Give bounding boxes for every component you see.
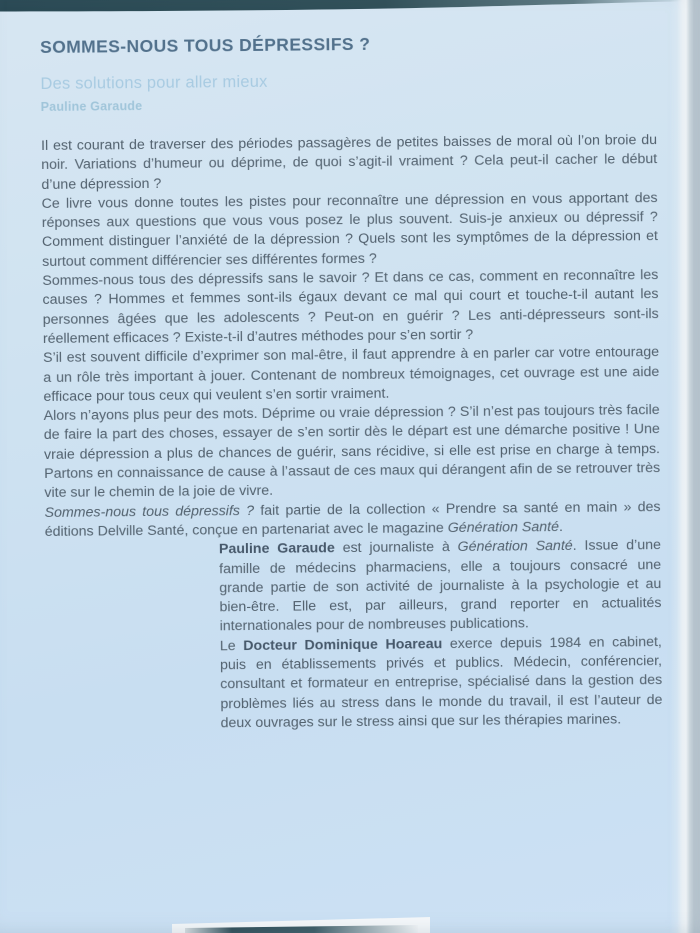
book-title-italic: Sommes-nous tous dépressifs ? [44, 502, 255, 521]
author-bios [219, 536, 663, 733]
body-paragraph: Alors n’ayons plus peur des mots. Déprime ou vraie dépression ? S’il n’est pas toujours très facile de faire la part des choses, essayer de s’en sortir dès le départ est une démarche positive ! Une vraie dépression a plus de chances de guérir, sans récidive, si elle est prise en charge à temps. Partons en connaissance de cause à l’assaut de ces maux qui dérangent afin de se retrouver très vite sur le chemin de la joie de vivre. [43, 402, 661, 502]
photo-top-edge [0, 0, 700, 16]
magazine-title-italic: Génération Santé [457, 538, 573, 556]
synopsis [41, 131, 663, 735]
magazine-title-italic: Génération Santé [447, 518, 560, 537]
page-bottom-edge [0, 915, 700, 933]
author-name: Pauline Garaude [40, 99, 143, 114]
bio-doctor-name: Docteur Dominique Hoareau [243, 635, 443, 654]
body-paragraph: Il est courant de traverser des périodes passagères de petites baisses de moral où l’on broie du noir. Variations d’humeur ou déprime, de quoi s’agit-il vraiment ? Cela peut-il cacher le début d’une dépression ? [40, 132, 658, 193]
body-paragraph: Ce livre vous donne toutes les pistes pour reconnaître une dépression en vous apportant des réponses aux questions que vous vous posez le plus souvent. Suis-je anxieux ou dépressif ? Comment distinguer l’anxiété de la dépression ? Quels sont les symptômes de la dépression et surtout comment différencier ses différentes formes ? [41, 189, 659, 270]
back-cover-text [40, 30, 663, 735]
collection-note: Sommes-nous tous dépressifs ? fait partie de la collection « Prendre sa santé en main » des éditions Delville Santé, conçue en partenariat avec le magazine Génération Santé. [44, 498, 661, 540]
page-title: SOMMES-NOUS TOUS DÉPRESSIFS ? [40, 33, 371, 57]
body-paragraph: S’il est souvent difficile d’exprimer son mal-être, il faut apprendre à en parler car votre entourage a un rôle très important à jouer. Contenant de nombreux témoignages, cet ouvrage est une aide efficace pour tous ceux qui veulent s’en sortir vraiment. [43, 344, 660, 405]
bio-author-name: Pauline Garaude [218, 540, 335, 558]
bio-pauline-garaude: Pauline Garaude est journaliste à Génération Santé. Issue d’une famille de médecins pharmaciens, elle a toujours consacré une grande partie de son activité de journaliste à la psychologie et au bien-être. Elle est, par ailleurs, grand reporter en actualités internationales pour de nombreuses publications. [218, 537, 662, 635]
page-right-edge [670, 0, 700, 933]
bio-docteur-hoareau: Le Docteur Dominique Hoareau exerce depuis 1984 en cabinet, puis en établissements privés et publics. Médecin, conférencier, consultant et formateur en entreprise, spécialisé dans la gestion des problèmes liés au stress dans le monde du travail, il est l’auteur de deux ouvrages sur le stress ainsi que sur les thérapies marines. [219, 633, 663, 732]
page-subtitle: Des solutions pour aller mieux [40, 72, 268, 93]
body-paragraph: Sommes-nous tous des dépressifs sans le savoir ? Et dans ce cas, comment en reconnaître les causes ? Hommes et femmes sont-ils égaux devant ce mal qui court et touche-t-il autant les personnes âgées que les adolescents ? Peut-on en guérir ? Les anti-dépresseurs sont-ils réellement efficaces ? Existe-t-il d’autres méthodes pour s’en sortir ? [42, 267, 659, 347]
